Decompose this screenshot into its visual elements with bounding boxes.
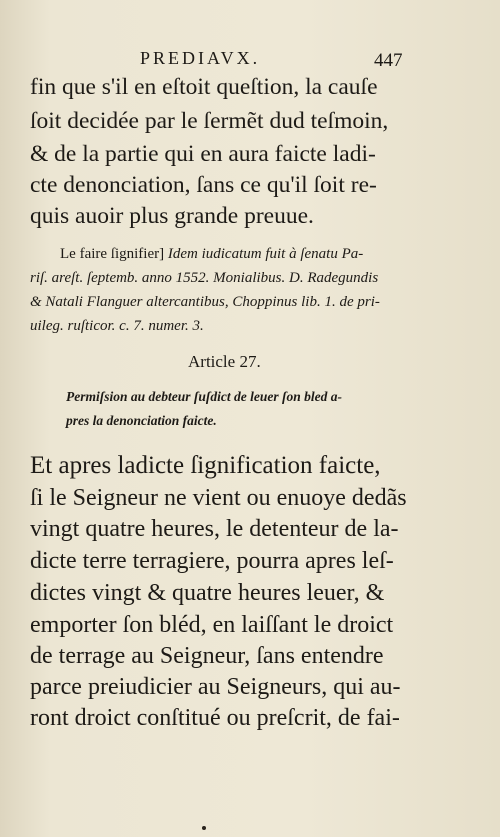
running-head: PREDIAVX. bbox=[140, 48, 261, 68]
note-line: uileg. ruſticor. c. 7. numer. 3. bbox=[30, 318, 204, 334]
text-line: & de la partie qui en aura faicte ladi- bbox=[30, 141, 376, 167]
article-heading: Article 27. bbox=[188, 352, 261, 371]
text-line: emporter ſon bléd, en laiſſant le droict bbox=[30, 612, 394, 638]
page-header bbox=[0, 48, 500, 70]
text-line: dicte terre terragiere, pourra apres leſ- bbox=[30, 548, 394, 574]
text-line: quis auoir plus grande preuue. bbox=[30, 203, 314, 229]
text-line: cte denonciation, ſans ce qu'il ſoit re- bbox=[30, 172, 377, 198]
page-number: 447 bbox=[374, 50, 403, 71]
text-line: dictes vingt & quatre heures leuer, & bbox=[30, 580, 385, 606]
note-line bbox=[60, 246, 363, 263]
text-line: de terrage au Seigneur, ſans entendre bbox=[30, 643, 384, 669]
note-citation: Idem iudicatum fuit à ſenatu Pa- bbox=[167, 246, 364, 262]
caption-line: Permiſsion au debteur ſuſdict de leuer ſon bled a- bbox=[66, 389, 342, 404]
note-line: & Natali Flanguer altercantibus, Choppinus lib. 1. de pri- bbox=[30, 294, 380, 310]
text-line: ſi le Seigneur ne vient ou enuoye dedãs bbox=[30, 485, 407, 511]
text-line: fin que s'il en eſtoit queſtion, la cauſe bbox=[30, 74, 378, 100]
text-line: parce preiudicier au Seigneurs, qui au- bbox=[30, 674, 401, 700]
text-line: vingt quatre heures, le detenteur de la- bbox=[30, 516, 399, 542]
ink-spot bbox=[202, 826, 206, 830]
caption-line: pres la denonciation faicte. bbox=[66, 413, 217, 428]
text-line: Et apres ladicte ſignification faicte, bbox=[30, 452, 381, 479]
note-line: riſ. areſt. ſeptemb. anno 1552. Monialibus. D. Radegundis bbox=[30, 270, 379, 286]
text-line: ront droict conſtitué ou preſcrit, de fai- bbox=[30, 705, 400, 731]
text-line: ſoit decidée par le ſermẽt dud teſmoin, bbox=[30, 108, 389, 134]
note-lemma: Le faire ſignifier] bbox=[60, 246, 168, 262]
